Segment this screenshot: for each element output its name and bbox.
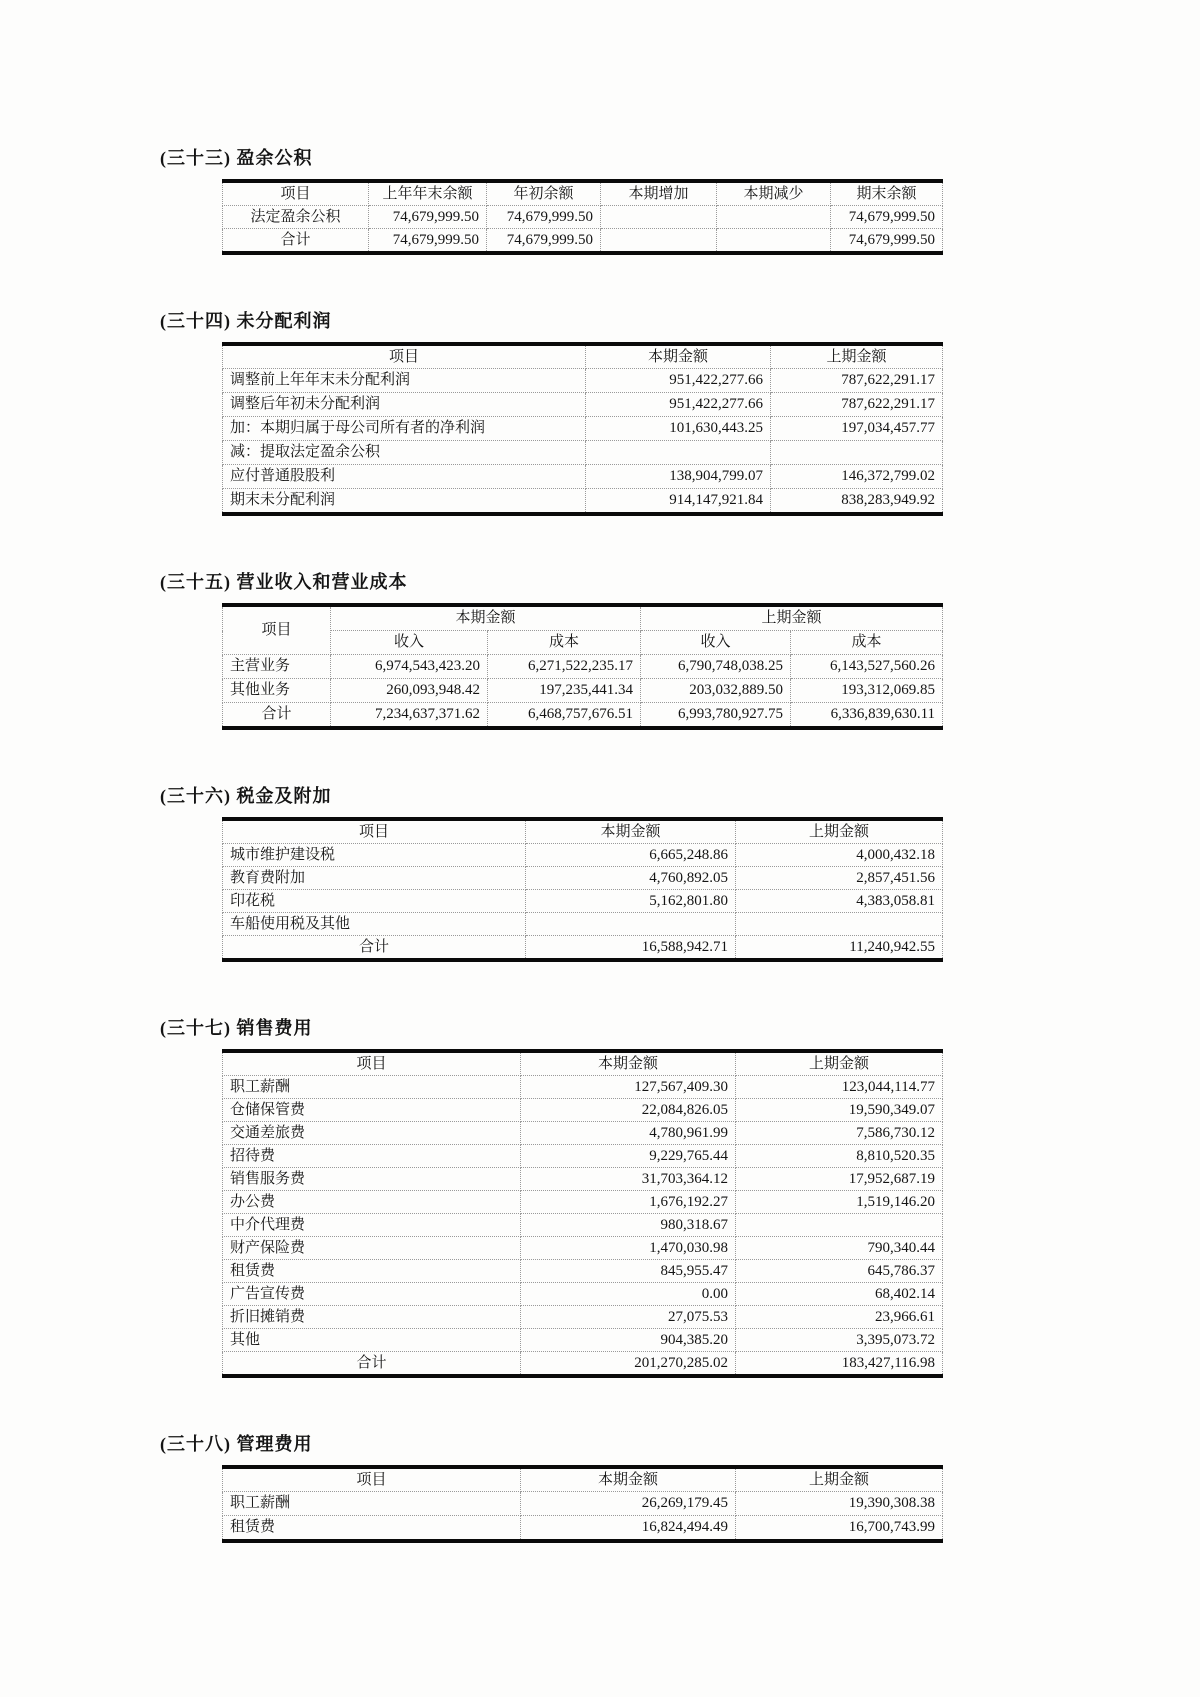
taxes-surcharges-table (222, 817, 943, 962)
amount-cell: 6,790,748,038.25 (641, 655, 791, 679)
table-row (223, 1145, 943, 1168)
column-header: 本期金额 (586, 344, 771, 369)
amount-cell: 7,234,637,371.62 (331, 703, 488, 729)
amount-cell: 74,679,999.50 (831, 229, 943, 254)
amount-cell: 904,385.20 (521, 1329, 736, 1352)
amount-cell: 6,468,757,676.51 (488, 703, 641, 729)
amount-cell: 951,422,277.66 (586, 393, 771, 417)
amount-cell: 6,974,543,423.20 (331, 655, 488, 679)
amount-cell: 74,679,999.50 (369, 229, 487, 254)
amount-cell: 201,270,285.02 (521, 1352, 736, 1377)
amount-cell: 193,312,069.85 (791, 679, 943, 703)
total-row (223, 936, 943, 961)
amount-cell: 8,810,520.35 (736, 1145, 943, 1168)
column-header: 上年年末余额 (369, 181, 487, 206)
amount-cell: 1,519,146.20 (736, 1191, 943, 1214)
column-header: 上期金额 (736, 1051, 943, 1076)
item-label-cell: 车船使用税及其他 (223, 913, 526, 936)
amount-cell: 3,395,073.72 (736, 1329, 943, 1352)
table-row (223, 1237, 943, 1260)
table-row (223, 844, 943, 867)
amount-cell: 101,630,443.25 (586, 417, 771, 441)
table-row (223, 867, 943, 890)
amount-cell: 203,032,889.50 (641, 679, 791, 703)
item-label-cell: 减：提取法定盈余公积 (223, 441, 586, 465)
amount-cell: 68,402.14 (736, 1283, 943, 1306)
amount-cell: 5,162,801.80 (526, 890, 736, 913)
amount-cell: 74,679,999.50 (487, 206, 601, 229)
amount-cell: 6,143,527,560.26 (791, 655, 943, 679)
amount-cell: 183,427,116.98 (736, 1352, 943, 1377)
item-label-cell: 法定盈余公积 (223, 206, 369, 229)
surplus-reserves-table (222, 179, 943, 255)
amount-cell: 951,422,277.66 (586, 369, 771, 393)
header-row (223, 1051, 943, 1076)
amount-cell: 980,318.67 (521, 1214, 736, 1237)
column-header: 本期增加 (601, 181, 717, 206)
amount-cell: 4,780,961.99 (521, 1122, 736, 1145)
header-row (223, 181, 943, 206)
item-label-cell: 招待费 (223, 1145, 521, 1168)
amount-cell: 31,703,364.12 (521, 1168, 736, 1191)
table-row (223, 1214, 943, 1237)
item-label-cell: 调整前上年年末未分配利润 (223, 369, 586, 393)
amount-cell: 19,590,349.07 (736, 1099, 943, 1122)
amount-cell (717, 206, 831, 229)
amount-cell: 4,000,432.18 (736, 844, 943, 867)
amount-cell: 914,147,921.84 (586, 489, 771, 515)
header-row (223, 605, 943, 631)
report-content (160, 144, 950, 1595)
amount-cell: 74,679,999.50 (369, 206, 487, 229)
section-38-admin-expenses (160, 1430, 950, 1543)
column-header: 成本 (488, 631, 641, 655)
amount-cell: 1,676,192.27 (521, 1191, 736, 1214)
amount-cell: 645,786.37 (736, 1260, 943, 1283)
item-label-cell: 教育费附加 (223, 867, 526, 890)
column-header: 上期金额 (736, 1467, 943, 1492)
amount-cell: 6,993,780,927.75 (641, 703, 791, 729)
item-label-cell: 合计 (223, 229, 369, 254)
column-header: 本期减少 (717, 181, 831, 206)
amount-cell (601, 206, 717, 229)
section-heading: (三十六) 税金及附加 (160, 786, 332, 806)
amount-cell: 197,034,457.77 (771, 417, 943, 441)
amount-cell: 127,567,409.30 (521, 1076, 736, 1099)
header-row (223, 819, 943, 844)
column-header: 本期金额 (521, 1467, 736, 1492)
item-label-cell: 仓储保管费 (223, 1099, 521, 1122)
column-header: 年初余额 (487, 181, 601, 206)
item-label-cell: 合计 (223, 1352, 521, 1377)
item-label-cell: 调整后年初未分配利润 (223, 393, 586, 417)
table-row (223, 679, 943, 703)
column-header: 上期金额 (736, 819, 943, 844)
amount-cell (736, 1214, 943, 1237)
amount-cell: 2,857,451.56 (736, 867, 943, 890)
column-header: 项目 (223, 605, 331, 655)
amount-cell: 146,372,799.02 (771, 465, 943, 489)
total-row (223, 229, 943, 254)
amount-cell: 16,824,494.49 (521, 1516, 736, 1542)
amount-cell (736, 913, 943, 936)
item-label-cell: 合计 (223, 703, 331, 729)
total-row (223, 703, 943, 729)
amount-cell: 19,390,308.38 (736, 1492, 943, 1516)
table-row (223, 655, 943, 679)
amount-cell: 27,075.53 (521, 1306, 736, 1329)
amount-cell: 787,622,291.17 (771, 369, 943, 393)
amount-cell: 123,044,114.77 (736, 1076, 943, 1099)
item-label-cell: 职工薪酬 (223, 1492, 521, 1516)
table-row (223, 1168, 943, 1191)
table-row (223, 393, 943, 417)
total-row (223, 1352, 943, 1377)
amount-cell: 6,665,248.86 (526, 844, 736, 867)
undistributed-profit-table (222, 342, 943, 516)
item-label-cell: 印花税 (223, 890, 526, 913)
item-label-cell: 城市维护建设税 (223, 844, 526, 867)
item-label-cell: 交通差旅费 (223, 1122, 521, 1145)
table-row (223, 465, 943, 489)
table-row (223, 206, 943, 229)
column-header: 期末余额 (831, 181, 943, 206)
amount-cell: 7,586,730.12 (736, 1122, 943, 1145)
column-header: 成本 (791, 631, 943, 655)
amount-cell (601, 229, 717, 254)
item-label-cell: 财产保险费 (223, 1237, 521, 1260)
item-label-cell: 加：本期归属于母公司所有者的净利润 (223, 417, 586, 441)
section-heading: (三十八) 管理费用 (160, 1434, 313, 1454)
item-label-cell: 其他业务 (223, 679, 331, 703)
table-row (223, 1306, 943, 1329)
amount-cell: 4,760,892.05 (526, 867, 736, 890)
table-row (223, 1122, 943, 1145)
column-header: 项目 (223, 181, 369, 206)
selling-expenses-table (222, 1049, 943, 1378)
amount-cell: 16,588,942.71 (526, 936, 736, 961)
amount-cell: 838,283,949.92 (771, 489, 943, 515)
amount-cell: 74,679,999.50 (487, 229, 601, 254)
table-row (223, 441, 943, 465)
amount-cell: 845,955.47 (521, 1260, 736, 1283)
amount-cell: 6,271,522,235.17 (488, 655, 641, 679)
table-row (223, 1283, 943, 1306)
item-label-cell: 其他 (223, 1329, 521, 1352)
revenue-cost-table (222, 603, 943, 730)
column-header: 项目 (223, 819, 526, 844)
column-header: 上期金额 (771, 344, 943, 369)
amount-cell: 9,229,765.44 (521, 1145, 736, 1168)
section-34-undistributed-profit (160, 307, 950, 516)
table-row (223, 913, 943, 936)
column-header: 收入 (641, 631, 791, 655)
table-row (223, 1329, 943, 1352)
amount-cell: 260,093,948.42 (331, 679, 488, 703)
column-header: 项目 (223, 344, 586, 369)
column-header: 项目 (223, 1467, 521, 1492)
table-row (223, 1191, 943, 1214)
amount-cell: 16,700,743.99 (736, 1516, 943, 1542)
amount-cell: 4,383,058.81 (736, 890, 943, 913)
table-row (223, 369, 943, 393)
section-heading: (三十五) 营业收入和营业成本 (160, 572, 408, 592)
table-row (223, 1076, 943, 1099)
amount-cell: 23,966.61 (736, 1306, 943, 1329)
table-row (223, 1099, 943, 1122)
item-label-cell: 合计 (223, 936, 526, 961)
column-header: 本期金额 (331, 605, 641, 631)
column-header: 本期金额 (526, 819, 736, 844)
table-row (223, 417, 943, 441)
item-label-cell: 广告宣传费 (223, 1283, 521, 1306)
item-label-cell: 租赁费 (223, 1260, 521, 1283)
item-label-cell: 销售服务费 (223, 1168, 521, 1191)
item-label-cell: 折旧摊销费 (223, 1306, 521, 1329)
section-35-revenue-and-cost (160, 568, 950, 730)
table-row (223, 890, 943, 913)
header-row (223, 1467, 943, 1492)
amount-cell (586, 441, 771, 465)
column-header: 收入 (331, 631, 488, 655)
amount-cell: 197,235,441.34 (488, 679, 641, 703)
column-header: 本期金额 (521, 1051, 736, 1076)
table-row (223, 1516, 943, 1542)
amount-cell: 0.00 (521, 1283, 736, 1306)
section-heading: (三十三) 盈余公积 (160, 148, 313, 168)
amount-cell: 26,269,179.45 (521, 1492, 736, 1516)
column-header: 项目 (223, 1051, 521, 1076)
column-header: 上期金额 (641, 605, 943, 631)
amount-cell: 11,240,942.55 (736, 936, 943, 961)
item-label-cell: 租赁费 (223, 1516, 521, 1542)
item-label-cell: 中介代理费 (223, 1214, 521, 1237)
amount-cell: 790,340.44 (736, 1237, 943, 1260)
section-heading: (三十七) 销售费用 (160, 1018, 313, 1038)
amount-cell: 1,470,030.98 (521, 1237, 736, 1260)
item-label-cell: 职工薪酬 (223, 1076, 521, 1099)
amount-cell: 6,336,839,630.11 (791, 703, 943, 729)
item-label-cell: 应付普通股股利 (223, 465, 586, 489)
item-label-cell: 办公费 (223, 1191, 521, 1214)
table-row (223, 1492, 943, 1516)
section-36-taxes-and-surcharges (160, 782, 950, 962)
header-row (223, 344, 943, 369)
header-row (223, 631, 943, 655)
table-row (223, 489, 943, 515)
amount-cell: 138,904,799.07 (586, 465, 771, 489)
item-label-cell: 主营业务 (223, 655, 331, 679)
section-33-surplus-reserves (160, 144, 950, 255)
amount-cell (717, 229, 831, 254)
section-heading: (三十四) 未分配利润 (160, 311, 332, 331)
table-row (223, 1260, 943, 1283)
amount-cell: 74,679,999.50 (831, 206, 943, 229)
amount-cell: 22,084,826.05 (521, 1099, 736, 1122)
amount-cell (771, 441, 943, 465)
amount-cell (526, 913, 736, 936)
item-label-cell: 期末未分配利润 (223, 489, 586, 515)
amount-cell: 17,952,687.19 (736, 1168, 943, 1191)
amount-cell: 787,622,291.17 (771, 393, 943, 417)
admin-expenses-table (222, 1465, 943, 1543)
section-37-selling-expenses (160, 1014, 950, 1378)
